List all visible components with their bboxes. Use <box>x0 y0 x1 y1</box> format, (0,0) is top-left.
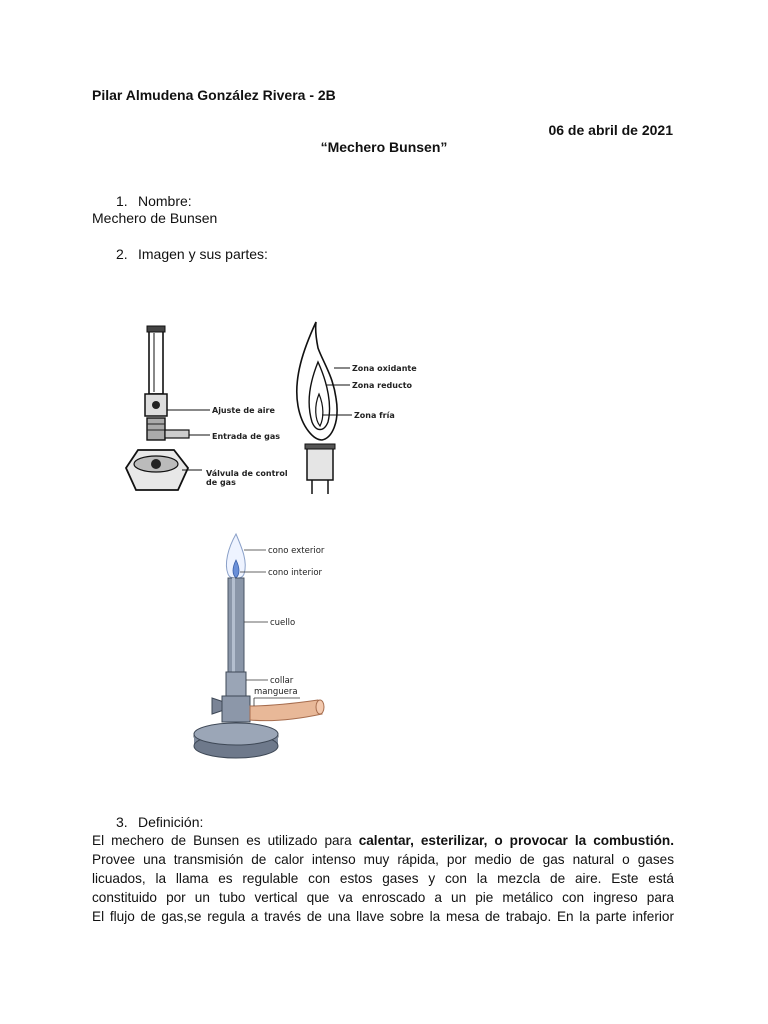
section-number: 3. <box>116 814 128 830</box>
definition-text: El mechero de Bunsen es utilizado para <box>92 833 359 848</box>
section-label: Definición: <box>138 814 204 830</box>
document-date: 06 de abril de 2021 <box>548 122 673 138</box>
label-zona-oxidante: Zona oxidante <box>352 364 417 373</box>
section-1-heading <box>116 193 192 209</box>
definition-line-4: constituido por un tubo vertical que va enroscado a un pie metálico con ingreso para <box>92 890 674 905</box>
definition-line-1 <box>92 831 674 850</box>
definition-paragraph <box>92 831 674 926</box>
label-de-gas: de gas <box>206 478 236 487</box>
section-3-heading <box>116 814 203 830</box>
document-title: “Mechero Bunsen” <box>320 139 448 155</box>
label-zona-fria: Zona fría <box>354 411 395 420</box>
nombre-value: Mechero de Bunsen <box>92 210 218 226</box>
figure-bunsen-labelled <box>190 530 330 767</box>
author-line: Pilar Almudena González Rivera - 2B <box>92 87 336 103</box>
label-entrada-gas: Entrada de gas <box>212 432 281 441</box>
label-cono-interior: cono interior <box>268 568 323 578</box>
section-label: Imagen y sus partes: <box>138 246 268 262</box>
label-valvula-control: Válvula de control <box>206 469 288 478</box>
section-2-heading <box>116 246 268 262</box>
section-number: 1. <box>116 193 128 209</box>
definition-line-3: licuados, la llama es regulable con estos gases y con la mezcla de aire. Este está <box>92 871 674 886</box>
definition-highlight: calentar, esterilizar, o provocar la combustión. <box>358 833 675 848</box>
section-label: Nombre: <box>138 193 192 209</box>
label-ajuste-aire: Ajuste de aire <box>212 406 275 415</box>
label-cuello: cuello <box>270 618 296 628</box>
label-cono-exterior: cono exterior <box>268 546 325 556</box>
definition-line-5: El flujo de gas,se regula a través de una llave sobre la mesa de trabajo. En la parte inferior <box>92 909 674 924</box>
label-zona-reducto: Zona reducto <box>352 381 413 390</box>
label-collar: collar <box>270 676 294 686</box>
label-manguera: manguera <box>254 687 298 697</box>
section-number: 2. <box>116 246 128 262</box>
definition-line-2: Provee una transmisión de calor intenso muy rápida, por medio de gas natural o gases <box>92 852 674 867</box>
figure-bunsen-parts <box>118 318 420 500</box>
